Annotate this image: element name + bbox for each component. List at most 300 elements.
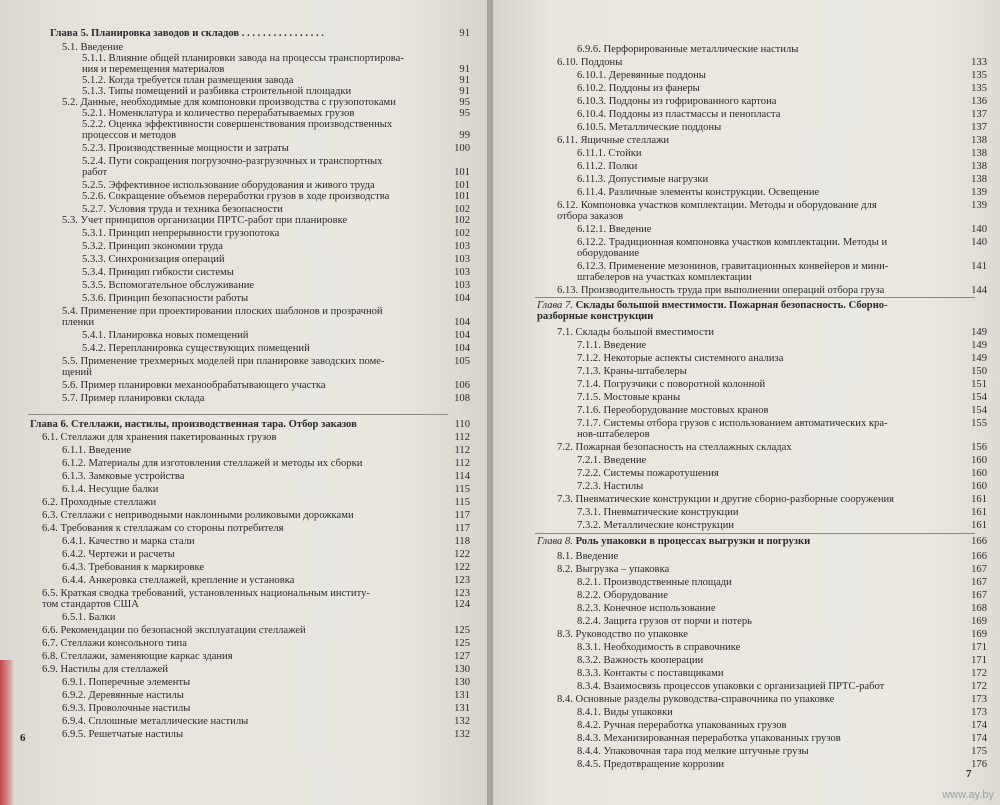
toc-entry — [62, 484, 470, 496]
toc-page-number: 91 — [459, 28, 470, 39]
toc-entry — [62, 575, 470, 587]
toc-page-number: 135 — [971, 83, 987, 94]
toc-entry-title: 5.4.2. Перепланировка существующих помещений — [82, 343, 310, 354]
toc-entry — [577, 590, 987, 602]
toc-entry-title: нов-штабелеров — [577, 429, 650, 440]
toc-entry-title: 8.3.1. Необходимость в справочнике — [577, 642, 741, 653]
toc-entry — [62, 445, 470, 457]
toc-entry-title: 5.5. Применение трехмерных моделей при планировке заводских поме- — [62, 356, 385, 367]
toc-entry — [557, 629, 987, 641]
toc-page-number: 137 — [971, 109, 987, 120]
toc-entry — [577, 248, 987, 260]
toc-entry-title: том стандартов США — [42, 599, 139, 610]
toc-entry — [577, 161, 987, 173]
toc-entry-title: 5.2. Данные, необходимые для компоновки производства с грузопотоками — [62, 97, 396, 108]
toc-page-number: 149 — [971, 327, 987, 338]
toc-entry — [577, 481, 987, 493]
toc-page-number: 100 — [454, 143, 470, 154]
toc-entry — [577, 96, 987, 108]
toc-entry — [557, 551, 987, 563]
toc-entry-title: 6.9.5. Решетчатые настилы — [62, 729, 184, 740]
toc-entry — [62, 471, 470, 483]
toc-entry — [62, 458, 470, 470]
toc-entry — [577, 122, 987, 134]
toc-page-number: 168 — [971, 603, 987, 614]
toc-page-number: 140 — [971, 224, 987, 235]
toc-entry — [577, 746, 987, 758]
toc-entry-title: работ — [82, 167, 108, 178]
toc-page-number: 140 — [971, 237, 987, 248]
chapter-divider — [28, 414, 448, 415]
toc-page-number: 110 — [454, 419, 470, 430]
toc-page-number: 115 — [454, 484, 470, 495]
toc-entry — [577, 655, 987, 667]
toc-entry — [82, 191, 470, 203]
toc-page-number: 173 — [971, 707, 987, 718]
toc-page-number: 114 — [454, 471, 470, 482]
toc-entry-title: 6.6. Рекомендации по безопасной эксплуатации стеллажей — [42, 625, 306, 636]
toc-page-number: 117 — [454, 510, 470, 521]
toc-page-number: 132 — [454, 729, 470, 740]
toc-entry — [577, 392, 987, 404]
toc-entry — [82, 280, 470, 292]
toc-entry — [577, 759, 987, 771]
toc-entry — [82, 343, 470, 355]
toc-entry — [577, 70, 987, 82]
toc-entry — [577, 224, 987, 236]
toc-page-number: 91 — [459, 64, 470, 75]
table-of-contents-right — [493, 0, 1000, 805]
toc-entry — [577, 405, 987, 417]
toc-page-number: 173 — [971, 694, 987, 705]
toc-page-number: 166 — [971, 551, 987, 562]
toc-page-number: 139 — [971, 200, 987, 211]
toc-entry-title: 5.3.4. Принцип гибкости системы — [82, 267, 234, 278]
toc-entry-title: 6.4.2. Чертежи и расчеты — [62, 549, 175, 560]
toc-page-number: 167 — [971, 577, 987, 588]
page-number: 7 — [966, 768, 972, 780]
toc-entry — [577, 44, 987, 56]
toc-entry — [42, 497, 470, 509]
toc-entry — [577, 520, 987, 532]
toc-entry — [62, 612, 470, 624]
toc-entry-title: Глава 7. Склады большой вместимости. Пожарная безопасность. Сборно- — [537, 300, 888, 311]
toc-entry-title: 7.2.2. Системы пожаротушения — [577, 468, 719, 479]
chapter-divider — [535, 533, 975, 534]
toc-page-number: 95 — [459, 97, 470, 108]
toc-entry-title: пленки — [62, 317, 95, 328]
toc-entry — [42, 625, 470, 637]
toc-entry-title: 6.13. Производительность труда при выполнении операций отбора груза — [557, 285, 885, 296]
toc-page-number: 124 — [454, 599, 470, 610]
toc-entry-title: 6.9.3. Проволочные настилы — [62, 703, 191, 714]
toc-entry-title: 6.4.3. Требования к маркировке — [62, 562, 205, 573]
toc-entry — [577, 642, 987, 654]
toc-entry-title: 5.1.2. Когда требуется план размещения завода — [82, 75, 294, 86]
toc-entry — [577, 577, 987, 589]
toc-entry-title: 6.10.1. Деревянные поддоны — [577, 70, 706, 81]
toc-page-number: 161 — [971, 520, 987, 531]
toc-page-number: 95 — [459, 108, 470, 119]
toc-page-number: 102 — [454, 215, 470, 226]
toc-entry-title: 6.10.3. Поддоны из гофрированного картона — [577, 96, 777, 107]
toc-entry — [577, 429, 987, 441]
toc-page-number: 91 — [459, 86, 470, 97]
toc-entry — [82, 330, 470, 342]
toc-page-number: 169 — [971, 616, 987, 627]
toc-entry — [577, 174, 987, 186]
toc-page-number: 167 — [971, 564, 987, 575]
toc-entry — [82, 254, 470, 266]
toc-page-number: 154 — [971, 392, 987, 403]
toc-entry-title: 6.3. Стеллажи с неприводными наклонными роликовыми дорожками — [42, 510, 354, 521]
toc-page-number: 115 — [454, 497, 470, 508]
toc-entry-title: 6.9.1. Поперечные элементы — [62, 677, 191, 688]
toc-entry — [577, 366, 987, 378]
toc-entry-title: 5.2.3. Производственные мощности и затраты — [82, 143, 289, 154]
toc-entry-title: 7.2.3. Настилы — [577, 481, 644, 492]
toc-entry-title: 5.3.1. Принцип непрерывности грузопотока — [82, 228, 280, 239]
toc-entry-title: 5.7. Пример планировки склада — [62, 393, 205, 404]
toc-page-number: 131 — [454, 690, 470, 701]
toc-entry-title: 6.9.6. Перфорированные металлические настилы — [577, 44, 799, 55]
toc-page-number: 149 — [971, 353, 987, 364]
toc-entry-title: 8.2.1. Производственные площади — [577, 577, 732, 588]
toc-entry — [82, 267, 470, 279]
toc-page-number: 130 — [454, 664, 470, 675]
toc-entry-title: 6.10. Поддоны — [557, 57, 623, 68]
toc-entry — [577, 616, 987, 628]
toc-entry-title: 6.1.4. Несущие балки — [62, 484, 159, 495]
toc-entry-title: 7.1.6. Переоборудование мостовых кранов — [577, 405, 769, 416]
toc-entry-title: ния и перемещения материалов — [82, 64, 225, 75]
toc-entry-title: 6.7. Стеллажи консольного типа — [42, 638, 187, 649]
toc-page-number: 91 — [459, 75, 470, 86]
toc-entry-title: 6.5. Краткая сводка требований, установленных национальным институ- — [42, 588, 370, 599]
toc-entry — [577, 148, 987, 160]
toc-entry-title: 5.3.6. Принцип безопасности работы — [82, 293, 249, 304]
toc-entry — [62, 393, 470, 405]
toc-page-number: 103 — [454, 254, 470, 265]
toc-entry-title: 5.2.6. Сокращение объемов переработки грузов в ходе производства — [82, 191, 390, 202]
toc-entry-title: 8.4.3. Механизированная переработка упакованных грузов — [577, 733, 841, 744]
toc-entry-title: 8.4.4. Упаковочная тара под мелкие штучные грузы — [577, 746, 809, 757]
toc-page-number: 105 — [454, 356, 470, 367]
toc-page-number: 166 — [971, 536, 987, 547]
toc-entry — [62, 677, 470, 689]
toc-page-number: 172 — [971, 668, 987, 679]
toc-entry-title: 6.9. Настилы для стеллажей — [42, 664, 169, 675]
toc-entry — [42, 651, 470, 663]
toc-entry — [557, 135, 987, 147]
toc-entry — [42, 523, 470, 535]
toc-page-number: 138 — [971, 135, 987, 146]
toc-entry-title: 5.4.1. Планировка новых помещений — [82, 330, 249, 341]
toc-page-number: 99 — [459, 130, 470, 141]
toc-page-number: 125 — [454, 638, 470, 649]
toc-entry-title: 5.2.2. Оценка эффективности совершенствования производственных — [82, 119, 393, 130]
toc-page-number: 161 — [971, 494, 987, 505]
toc-entry-title: 6.9.4. Сплошные металлические настилы — [62, 716, 249, 727]
toc-entry-title: разборные конструкции — [537, 311, 654, 322]
toc-entry-title: Глава 5. Планировка заводов и складов . . . . . . . . . . . . . . . . — [50, 28, 324, 39]
toc-entry-title: 6.11.3. Допустимые нагрузки — [577, 174, 709, 185]
toc-entry — [557, 694, 987, 706]
toc-page-number: 103 — [454, 241, 470, 252]
toc-page-number: 122 — [454, 549, 470, 560]
toc-entry — [577, 272, 987, 284]
toc-entry-title: 6.1.2. Материалы для изготовления стеллажей и методы их сборки — [62, 458, 363, 469]
toc-entry-title: 7.3.1. Пневматические конструкции — [577, 507, 739, 518]
toc-entry — [42, 432, 470, 444]
toc-entry-title: 7.1. Склады большой вместимости — [557, 327, 715, 338]
toc-page-number: 135 — [971, 70, 987, 81]
toc-page-number: 101 — [454, 191, 470, 202]
toc-entry-title: 5.2.5. Эффективное использование оборудования и живого труда — [82, 180, 375, 191]
toc-entry — [42, 599, 470, 611]
toc-entry-title: 6.10.2. Поддоны из фанеры — [577, 83, 700, 94]
toc-entry-title: Глава 6. Стеллажи, настилы, производственная тара. Отбор заказов — [30, 419, 357, 430]
toc-entry-title: 7.1.3. Краны-штабелеры — [577, 366, 687, 377]
toc-page-number: 103 — [454, 280, 470, 291]
toc-entry — [557, 327, 987, 339]
toc-page-number: 112 — [454, 445, 470, 456]
toc-page-number: 112 — [454, 458, 470, 469]
toc-entry-title: 6.1.3. Замковые устройства — [62, 471, 185, 482]
toc-entry-title: 5.1. Введение — [62, 42, 124, 53]
toc-entry — [577, 83, 987, 95]
toc-entry-title: 7.1.7. Системы отбора грузов с использованием автоматических кра- — [577, 418, 888, 429]
toc-page-number: 125 — [454, 625, 470, 636]
toc-entry-title: 7.1.1. Введение — [577, 340, 647, 351]
toc-entry — [577, 603, 987, 615]
toc-entry-title: 5.2.4. Пути сокращения погрузочно-разгрузочных и транспортных — [82, 156, 383, 167]
book-cover-edge — [0, 660, 14, 805]
toc-page-number: 156 — [971, 442, 987, 453]
toc-page-number: 118 — [454, 536, 470, 547]
toc-entry-title: процессов и методов — [82, 130, 177, 141]
toc-entry — [577, 720, 987, 732]
toc-page-number: 102 — [454, 204, 470, 215]
toc-page-number: 139 — [971, 187, 987, 198]
toc-page-number: 130 — [454, 677, 470, 688]
toc-page-number: 172 — [971, 681, 987, 692]
toc-entry-title: отбора заказов — [557, 211, 624, 222]
toc-entry-title: оборудование — [577, 248, 640, 259]
toc-page-number: 104 — [454, 343, 470, 354]
toc-entry — [62, 690, 470, 702]
toc-entry — [62, 380, 470, 392]
toc-entry — [577, 379, 987, 391]
toc-entry-title: 6.4.1. Качество и марка стали — [62, 536, 195, 547]
toc-entry — [557, 285, 987, 297]
toc-entry-title: 6.4. Требования к стеллажам со стороны потребителя — [42, 523, 284, 534]
toc-entry — [62, 215, 470, 227]
table-of-contents-left — [0, 0, 487, 805]
toc-page-number: 101 — [454, 167, 470, 178]
toc-entry-title: 8.4.5. Предотвращение коррозии — [577, 759, 725, 770]
toc-entry-title: 7.2.1. Введение — [577, 455, 647, 466]
toc-entry-title: Глава 8. Роль упаковки в процессах выгрузки и погрузки — [537, 536, 811, 547]
toc-entry-title: 8.3. Руководство по упаковке — [557, 629, 688, 640]
toc-page-number: 161 — [971, 507, 987, 518]
toc-page-number: 131 — [454, 703, 470, 714]
toc-entry — [577, 353, 987, 365]
toc-entry-title: 6.5.1. Балки — [62, 612, 116, 623]
toc-entry-title: 6.11. Ящичные стеллажи — [557, 135, 670, 146]
toc-entry-title: 7.3.2. Металлические конструкции — [577, 520, 735, 531]
toc-entry — [577, 455, 987, 467]
watermark-text: www.ay.by — [942, 789, 994, 801]
toc-page-number: 151 — [971, 379, 987, 390]
toc-entry-title: 8.2. Выгрузка – упаковка — [557, 564, 670, 575]
toc-entry-title: 5.1.3. Типы помещений и разбивка строительной площадки — [82, 86, 352, 97]
toc-page-number: 174 — [971, 733, 987, 744]
toc-entry-title: 6.10.4. Поддоны из пластмассы и пенопласта — [577, 109, 781, 120]
toc-entry-title: 5.6. Пример планировки механообрабатывающего участка — [62, 380, 326, 391]
toc-entry — [577, 507, 987, 519]
toc-entry — [82, 130, 470, 142]
toc-entry — [82, 241, 470, 253]
toc-page-number: 138 — [971, 174, 987, 185]
toc-entry — [62, 716, 470, 728]
toc-entry — [557, 57, 987, 69]
toc-page-number: 108 — [454, 393, 470, 404]
toc-page-number: 150 — [971, 366, 987, 377]
toc-entry-title: 6.2. Проходные стеллажи — [42, 497, 157, 508]
chapter-divider — [535, 297, 975, 298]
toc-entry-title: 8.1. Введение — [557, 551, 619, 562]
toc-entry — [62, 317, 470, 329]
toc-entry-title: 6.12.2. Традиционная компоновка участков комплектации. Методы и — [577, 237, 888, 248]
toc-page-number: 137 — [971, 122, 987, 133]
toc-page-number: 132 — [454, 716, 470, 727]
toc-entry-title: 6.9.2. Деревянные настилы — [62, 690, 184, 701]
toc-entry-title: 7.2. Пожарная безопасность на стеллажных складах — [557, 442, 792, 453]
toc-page-number: 160 — [971, 468, 987, 479]
toc-page-number: 106 — [454, 380, 470, 391]
toc-entry-title: 8.4.2. Ручная переработка упакованных грузов — [577, 720, 787, 731]
toc-page-number: 127 — [454, 651, 470, 662]
toc-entry-title: 7.1.5. Мостовые краны — [577, 392, 681, 403]
toc-entry-title: 6.12. Компоновка участков комплектации. Методы и оборудование для — [557, 200, 877, 211]
toc-entry-title: 6.1. Стеллажи для хранения пакетированных грузов — [42, 432, 277, 443]
toc-entry-title: 7.1.2. Некоторые аспекты системного анализа — [577, 353, 784, 364]
toc-page-number: 155 — [971, 418, 987, 429]
toc-entry — [557, 494, 987, 506]
toc-entry-title: 6.11.1. Стойки — [577, 148, 642, 159]
toc-entry-title: 6.10.5. Металлические поддоны — [577, 122, 722, 133]
toc-page-number: 144 — [971, 285, 987, 296]
toc-entry — [577, 187, 987, 199]
toc-entry — [577, 468, 987, 480]
toc-entry — [82, 167, 470, 179]
chapter-heading — [537, 536, 987, 548]
toc-page-number: 167 — [971, 590, 987, 601]
toc-entry-title: 5.3.3. Синхронизация операций — [82, 254, 225, 265]
toc-entry-title: 5.2.7. Условия труда и техника безопасности — [82, 204, 283, 215]
toc-entry-title: 8.4.1. Виды упаковки — [577, 707, 673, 718]
toc-entry — [82, 293, 470, 305]
toc-entry — [62, 536, 470, 548]
toc-page-number: 123 — [454, 575, 470, 586]
toc-page-number: 104 — [454, 317, 470, 328]
toc-page-number: 176 — [971, 759, 987, 770]
toc-page-number: 138 — [971, 148, 987, 159]
toc-page-number: 104 — [454, 330, 470, 341]
toc-page-number: 122 — [454, 562, 470, 573]
toc-entry — [62, 367, 470, 379]
toc-page-number: 174 — [971, 720, 987, 731]
toc-page-number: 102 — [454, 228, 470, 239]
toc-page-number: 136 — [971, 96, 987, 107]
toc-page-number: 138 — [971, 161, 987, 172]
toc-page-number: 141 — [971, 261, 987, 272]
toc-page-number: 104 — [454, 293, 470, 304]
chapter-heading — [50, 28, 470, 40]
toc-entry — [62, 549, 470, 561]
toc-entry — [82, 228, 470, 240]
toc-entry — [62, 562, 470, 574]
toc-entry-title: 6.8. Стеллажи, заменяющие каркас здания — [42, 651, 233, 662]
toc-entry-title: 8.2.3. Конечное использование — [577, 603, 716, 614]
toc-entry — [42, 664, 470, 676]
toc-entry — [42, 638, 470, 650]
toc-page-number: 175 — [971, 746, 987, 757]
toc-entry-title: 5.2.1. Номенклатура и количество перерабатываемых грузов — [82, 108, 355, 119]
toc-entry — [577, 733, 987, 745]
toc-entry — [62, 729, 470, 741]
toc-entry-title: 6.11.2. Полки — [577, 161, 638, 172]
toc-entry — [577, 681, 987, 693]
toc-entry-title: 5.3. Учет принципов организации ПРТС-работ при планировке — [62, 215, 348, 226]
left-page — [0, 0, 487, 805]
toc-entry-title: 7.3. Пневматические конструкции и другие сборно-разборные сооружения — [557, 494, 895, 505]
chapter-heading — [30, 419, 470, 431]
toc-entry-title: 6.12.1. Введение — [577, 224, 652, 235]
toc-page-number: 160 — [971, 455, 987, 466]
toc-entry-title: 6.1.1. Введение — [62, 445, 132, 456]
right-page — [493, 0, 1000, 805]
toc-page-number: 112 — [454, 432, 470, 443]
toc-entry — [577, 109, 987, 121]
toc-entry-title: 5.1.1. Влияние общей планировки завода на процессы транспортирова- — [82, 53, 404, 64]
page-number: 6 — [20, 732, 26, 744]
toc-entry-title: 5.3.5. Вспомогательное обслуживание — [82, 280, 255, 291]
toc-entry-title: 5.4. Применение при проектировании плоских шаблонов и прозрачной — [62, 306, 383, 317]
toc-entry-title: 8.3.2. Важность кооперации — [577, 655, 704, 666]
toc-entry — [577, 707, 987, 719]
toc-page-number: 101 — [454, 180, 470, 191]
toc-entry-title: 6.4.4. Анкеровка стеллажей, крепление и установка — [62, 575, 295, 586]
toc-entry-title: штабелеров на участках комплектации — [577, 272, 752, 283]
toc-entry — [42, 510, 470, 522]
toc-entry-title: 8.4. Основные разделы руководства-справочника по упаковке — [557, 694, 835, 705]
toc-entry — [577, 340, 987, 352]
toc-entry-title: 7.1.4. Погрузчики с поворотной колонной — [577, 379, 766, 390]
toc-entry-title: 8.3.3. Контакты с поставщиками — [577, 668, 724, 679]
toc-page-number: 171 — [971, 655, 987, 666]
toc-entry — [82, 143, 470, 155]
toc-entry-title: 6.11.4. Различные элементы конструкции. Освещение — [577, 187, 820, 198]
toc-entry — [577, 668, 987, 680]
toc-entry-title: 8.3.4. Взаимосвязь процессов упаковки с организацией ПРТС-работ — [577, 681, 885, 692]
toc-entry-title: 5.3.2. Принцип экономии труда — [82, 241, 223, 252]
toc-page-number: 123 — [454, 588, 470, 599]
chapter-heading — [537, 311, 987, 323]
toc-entry — [557, 211, 987, 223]
toc-page-number: 149 — [971, 340, 987, 351]
